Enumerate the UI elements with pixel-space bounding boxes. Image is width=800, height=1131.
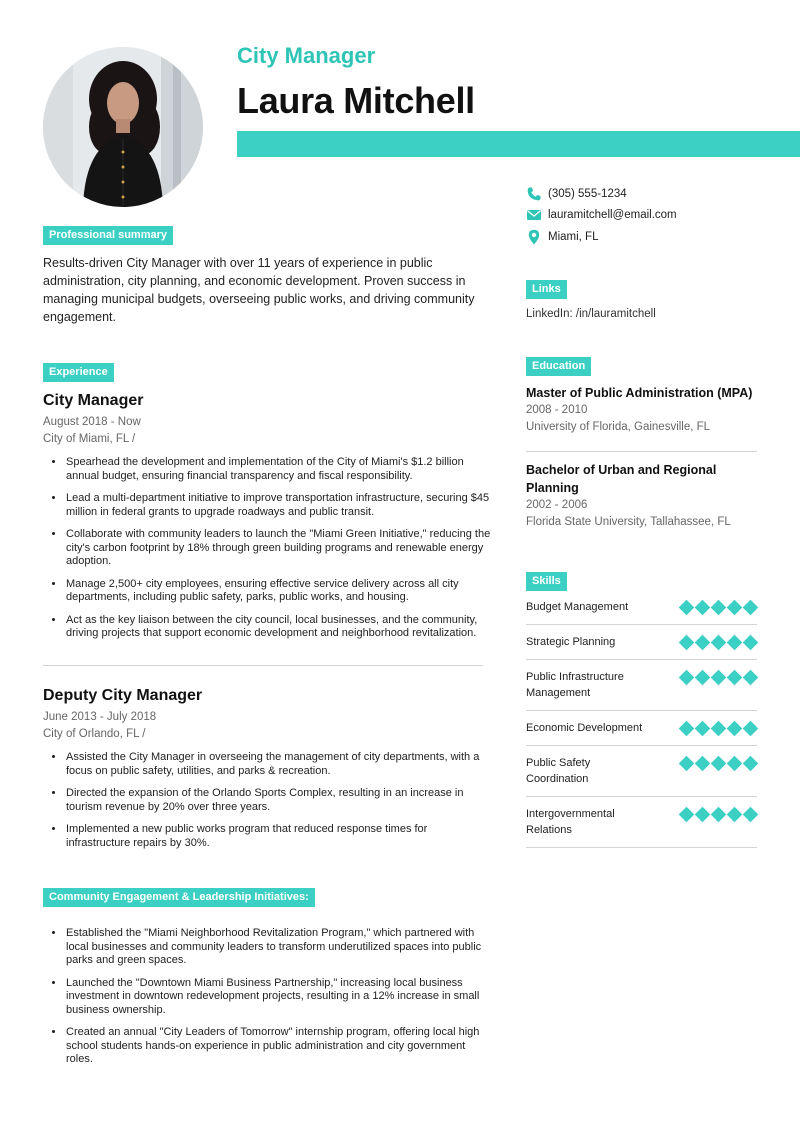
bullet-item: • Assisted the City Manager in overseeing the management of city departments, with a focus on public safety, utilities, and parks & recreation. bbox=[65, 751, 493, 778]
rating-diamond-icon bbox=[727, 635, 743, 651]
rating-diamond-icon bbox=[743, 670, 759, 686]
skill-row bbox=[526, 590, 757, 625]
bullet-item: • Launched the "Downtown Miami Business Partnership," increasing local business investment in downtown redevelopment projects, resulting in a 12% increase in small business ownership. bbox=[65, 977, 493, 1018]
job-dates: August 2018 - Now bbox=[43, 416, 141, 428]
rating-diamond-icon bbox=[695, 756, 711, 772]
rating-diamond-icon bbox=[679, 600, 695, 616]
skill-rating bbox=[680, 669, 757, 685]
rating-diamond-icon bbox=[743, 756, 759, 772]
skill-row bbox=[526, 711, 757, 746]
rating-diamond-icon bbox=[695, 670, 711, 686]
job-role: City Manager bbox=[43, 392, 144, 409]
rating-diamond-icon bbox=[679, 635, 695, 651]
education-item bbox=[526, 384, 757, 433]
rating-diamond-icon bbox=[743, 600, 759, 616]
education-school: University of Florida, Gainesville, FL bbox=[526, 421, 711, 433]
rating-diamond-icon bbox=[679, 670, 695, 686]
profile-photo-illustration bbox=[43, 47, 203, 207]
rating-diamond-icon bbox=[743, 807, 759, 823]
skill-name: Intergovernmental Relations bbox=[526, 808, 615, 836]
bullet-item: • Directed the expansion of the Orlando Sports Complex, resulting in an increase in tourism revenue by 20% over three years. bbox=[65, 787, 493, 814]
community-heading: Community Engagement & Leadership Initiatives: bbox=[43, 888, 315, 907]
profile-photo bbox=[43, 47, 203, 207]
job-location: City of Miami, FL / bbox=[43, 433, 136, 445]
contact-email[interactable] bbox=[526, 206, 677, 224]
skills-list bbox=[526, 590, 757, 848]
phone-icon bbox=[526, 186, 542, 202]
summary-heading: Professional summary bbox=[43, 226, 173, 245]
candidate-name: Laura Mitchell bbox=[237, 80, 475, 121]
contact-phone[interactable] bbox=[526, 185, 627, 203]
rating-diamond-icon bbox=[679, 807, 695, 823]
bullet-item: • Implemented a new public works program that reduced response times for infrastructure repairs by 30%. bbox=[65, 823, 493, 850]
rating-diamond-icon bbox=[727, 756, 743, 772]
education-degree: Bachelor of Urban and Regional Planning bbox=[526, 463, 717, 495]
rating-diamond-icon bbox=[727, 721, 743, 737]
location-text: Miami, FL bbox=[548, 231, 599, 243]
job-entry bbox=[43, 392, 493, 650]
linkedin-link[interactable]: LinkedIn: /in/lauramitchell bbox=[526, 308, 656, 320]
skill-rating bbox=[680, 755, 757, 771]
skill-row bbox=[526, 625, 757, 660]
summary-text: Results-driven City Manager with over 11 years of experience in public administration, city planning, and economic development. Proven success in managing municipal budgets, overseeing public works, and driving community engagement. bbox=[43, 256, 475, 324]
skill-name: Public Safety Coordination bbox=[526, 757, 591, 785]
rating-diamond-icon bbox=[711, 756, 727, 772]
rating-diamond-icon bbox=[743, 635, 759, 651]
skills-heading: Skills bbox=[526, 572, 567, 591]
experience-divider bbox=[43, 665, 483, 666]
job-entry bbox=[43, 687, 493, 859]
rating-diamond-icon bbox=[679, 721, 695, 737]
education-heading: Education bbox=[526, 357, 591, 376]
rating-diamond-icon bbox=[695, 721, 711, 737]
skill-name: Budget Management bbox=[526, 601, 629, 613]
rating-diamond-icon bbox=[727, 670, 743, 686]
skill-row bbox=[526, 746, 757, 797]
rating-diamond-icon bbox=[711, 807, 727, 823]
skill-name: Public Infrastructure Management bbox=[526, 671, 624, 699]
links-heading: Links bbox=[526, 280, 567, 299]
bullet-item: • Collaborate with community leaders to launch the "Miami Green Initiative," reducing the city's carbon footprint by 18% through green building programs and renewable energy adoption. bbox=[65, 528, 493, 569]
bullet-item: • Created an annual "City Leaders of Tomorrow" internship program, offering local high school students hands-on experience in public administration and city government roles. bbox=[65, 1026, 493, 1067]
community-section bbox=[43, 927, 493, 1076]
education-item bbox=[526, 461, 757, 528]
rating-diamond-icon bbox=[727, 600, 743, 616]
rating-diamond-icon bbox=[711, 600, 727, 616]
education-years: 2008 - 2010 bbox=[526, 404, 588, 416]
skill-rating bbox=[680, 599, 757, 615]
rating-diamond-icon bbox=[711, 721, 727, 737]
skill-rating bbox=[680, 634, 757, 650]
skill-name: Strategic Planning bbox=[526, 636, 616, 648]
education-divider bbox=[526, 451, 757, 452]
bullet-item: • Lead a multi-department initiative to improve transportation infrastructure, securing $45 million in federal grants to upgrade roadways and public transit. bbox=[65, 492, 493, 519]
header-accent-bar bbox=[237, 131, 800, 157]
job-dates: June 2013 - July 2018 bbox=[43, 711, 157, 723]
skill-rating bbox=[680, 720, 757, 736]
education-degree: Master of Public Administration (MPA) bbox=[526, 386, 753, 400]
rating-diamond-icon bbox=[727, 807, 743, 823]
skill-rating bbox=[680, 806, 757, 822]
job-bullets bbox=[43, 456, 493, 641]
rating-diamond-icon bbox=[695, 600, 711, 616]
rating-diamond-icon bbox=[679, 756, 695, 772]
location-pin-icon bbox=[526, 229, 542, 245]
education-school: Florida State University, Tallahassee, FL bbox=[526, 516, 731, 528]
bullet-item: • Spearhead the development and implementation of the City of Miami's $1.2 billion annual budget, ensuring financial transparency and fiscal responsibility. bbox=[65, 456, 493, 483]
rating-diamond-icon bbox=[711, 670, 727, 686]
job-role: Deputy City Manager bbox=[43, 687, 203, 704]
job-location: City of Orlando, FL / bbox=[43, 728, 146, 740]
email-icon bbox=[526, 207, 542, 223]
skill-row bbox=[526, 797, 757, 848]
rating-diamond-icon bbox=[711, 635, 727, 651]
rating-diamond-icon bbox=[743, 721, 759, 737]
bullet-item: • Established the "Miami Neighborhood Revitalization Program," which partnered with local businesses and community leaders to transform underutilized spaces into public parks and green spaces. bbox=[65, 927, 493, 968]
bullet-item: • Manage 2,500+ city employees, ensuring effective service delivery across all city departments, including public safety, parks, public works, and housing. bbox=[65, 578, 493, 605]
skill-name: Economic Development bbox=[526, 722, 643, 734]
rating-diamond-icon bbox=[695, 635, 711, 651]
job-bullets bbox=[43, 751, 493, 850]
community-bullets bbox=[43, 927, 493, 1067]
experience-heading: Experience bbox=[43, 363, 114, 382]
skill-row bbox=[526, 660, 757, 711]
job-title: City Manager bbox=[237, 43, 376, 68]
education-years: 2002 - 2006 bbox=[526, 499, 588, 511]
phone-text: (305) 555-1234 bbox=[548, 188, 627, 200]
bullet-item: • Act as the key liaison between the city council, local businesses, and the community, driving projects that support economic development and neighborhood revitalization. bbox=[65, 614, 493, 641]
email-text: lauramitchell@email.com bbox=[548, 209, 677, 221]
contact-location bbox=[526, 228, 598, 246]
rating-diamond-icon bbox=[695, 807, 711, 823]
